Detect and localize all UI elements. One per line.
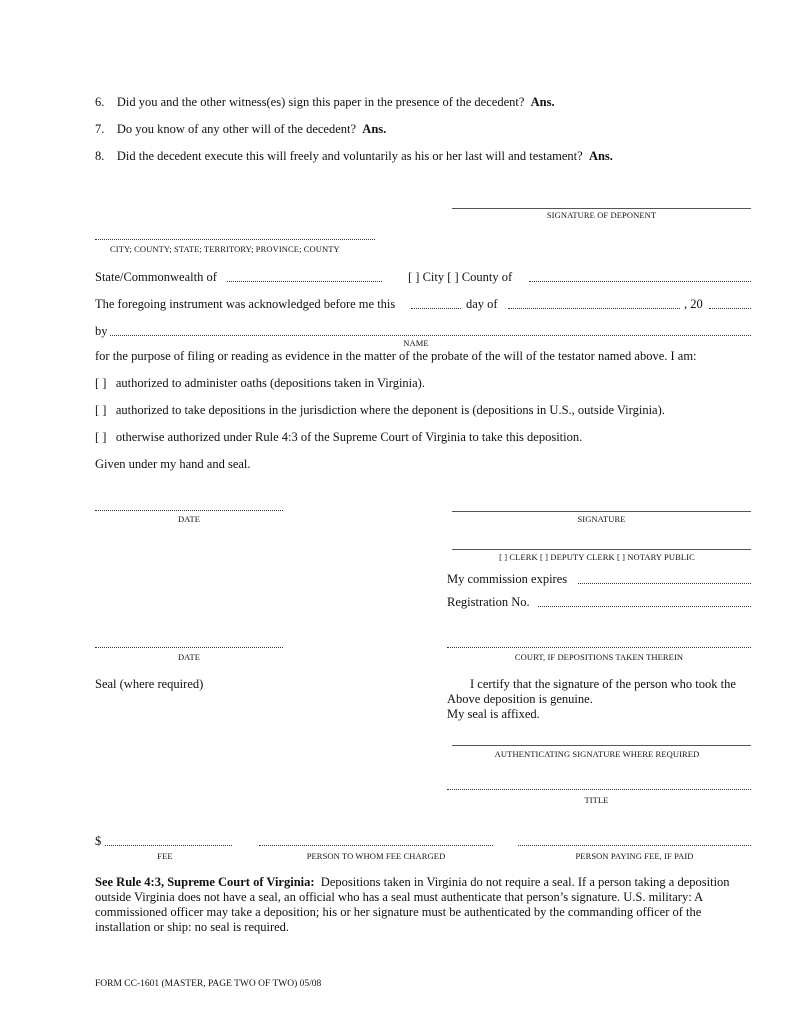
by-label: by	[95, 324, 108, 338]
jurisdiction-line[interactable]	[95, 239, 375, 240]
person-charged-label: PERSON TO WHOM FEE CHARGED	[306, 851, 446, 861]
registration-field[interactable]	[538, 606, 751, 607]
auth-signature-label: AUTHENTICATING SIGNATURE WHERE REQUIRED	[494, 749, 700, 759]
option-text: authorized to administer oaths (depositions taken in Virginia).	[115, 376, 425, 390]
option-text: authorized to take depositions in the jurisdiction where the deponent is (depositions in U.S., outside Virginia).	[115, 403, 665, 417]
question-8	[95, 149, 613, 164]
commission-field[interactable]	[578, 583, 751, 584]
date-line-1[interactable]	[95, 510, 283, 511]
auth-signature-line[interactable]	[452, 745, 751, 746]
clerk-line[interactable]	[452, 549, 751, 550]
form-footer: FORM CC-1601 (MASTER, PAGE TWO OF TWO) 05/08	[95, 979, 322, 989]
county-field[interactable]	[529, 281, 751, 282]
day-of-label: day of	[466, 297, 498, 311]
given-text: Given under my hand and seal.	[95, 457, 251, 471]
ack-text: The foregoing instrument was acknowledged before me this	[95, 297, 396, 311]
deponent-signature-label: SIGNATURE OF DEPONENT	[546, 210, 657, 220]
title-label: TITLE	[584, 795, 609, 805]
court-label: COURT, IF DEPOSITIONS TAKEN THEREIN	[514, 652, 684, 662]
state-label: State/Commonwealth of	[95, 270, 217, 284]
fee-line[interactable]	[105, 845, 232, 846]
rule-heading: See Rule 4:3, Supreme Court of Virginia:	[95, 875, 315, 889]
signature-label: SIGNATURE	[577, 514, 626, 524]
certify-line-3: My seal is affixed.	[447, 707, 540, 721]
date-label-2: DATE	[177, 652, 201, 662]
checkbox[interactable]: [ ]	[95, 430, 107, 444]
answer-label: Ans.	[530, 95, 555, 109]
option-jurisdiction[interactable]	[95, 403, 665, 418]
date-line-2[interactable]	[95, 647, 283, 648]
dollar-sign: $	[95, 834, 102, 848]
ack-year-field[interactable]	[709, 308, 751, 309]
question-number: 6.	[95, 95, 105, 109]
option-text: otherwise authorized under Rule 4:3 of the Supreme Court of Virginia to take this deposition.	[115, 430, 583, 444]
person-paying-line[interactable]	[518, 845, 751, 846]
question-6	[95, 95, 555, 110]
answer-label: Ans.	[362, 122, 387, 136]
purpose-text: for the purpose of filing or reading as evidence in the matter of the probate of the will of the testator named above. I am:	[95, 349, 697, 363]
ack-day-field[interactable]	[411, 308, 461, 309]
date-label-1: DATE	[177, 514, 201, 524]
name-field[interactable]	[110, 335, 751, 336]
state-field[interactable]	[227, 281, 382, 282]
checkbox[interactable]: [ ]	[95, 403, 107, 417]
person-paying-label: PERSON PAYING FEE, IF PAID	[575, 851, 694, 861]
answer-label: Ans.	[588, 149, 613, 163]
question-text: Did you and the other witness(es) sign this paper in the presence of the decedent?	[116, 95, 525, 109]
deponent-signature-line[interactable]	[452, 208, 751, 209]
city-county-label: [ ] City [ ] County of	[408, 270, 513, 284]
ack-month-field[interactable]	[508, 308, 680, 309]
rule-paragraph	[95, 875, 745, 935]
checkbox[interactable]: [ ]	[95, 376, 107, 390]
name-label: NAME	[403, 338, 429, 348]
question-text: Do you know of any other will of the decedent?	[116, 122, 357, 136]
rule-text: Depositions taken in Virginia do not require a seal. If a person taking a deposition outside Virginia does not have a seal, an official who has a seal must authenticate that person’s signature. U.S. military: A commissioned officer may take a deposition; his or her signature must be authenticated by the commanding officer of the installation or ship: no seal is required.	[95, 875, 730, 934]
option-rule-4-3[interactable]	[95, 430, 582, 445]
registration-label: Registration No.	[447, 595, 530, 609]
commission-label: My commission expires	[447, 572, 568, 586]
certify-line-2: Above deposition is genuine.	[447, 692, 593, 706]
certify-line-1: I certify that the signature of the person who took the	[470, 677, 736, 691]
question-text: Did the decedent execute this will freely and voluntarily as his or her last will and testament?	[116, 149, 583, 163]
question-number: 7.	[95, 122, 105, 136]
fee-label: FEE	[157, 851, 173, 861]
court-line[interactable]	[447, 647, 751, 648]
title-line[interactable]	[447, 789, 751, 790]
person-charged-line[interactable]	[259, 845, 493, 846]
seal-text: Seal (where required)	[95, 677, 204, 691]
jurisdiction-label: CITY; COUNTY; STATE; TERRITORY; PROVINCE; COUNTY	[110, 244, 340, 254]
option-administer-oaths[interactable]	[95, 376, 425, 391]
signature-line[interactable]	[452, 511, 751, 512]
year-label: , 20	[684, 297, 703, 311]
clerk-options[interactable]: [ ] CLERK [ ] DEPUTY CLERK [ ] NOTARY PUBLIC	[499, 552, 695, 562]
question-7	[95, 122, 386, 137]
question-number: 8.	[95, 149, 105, 163]
